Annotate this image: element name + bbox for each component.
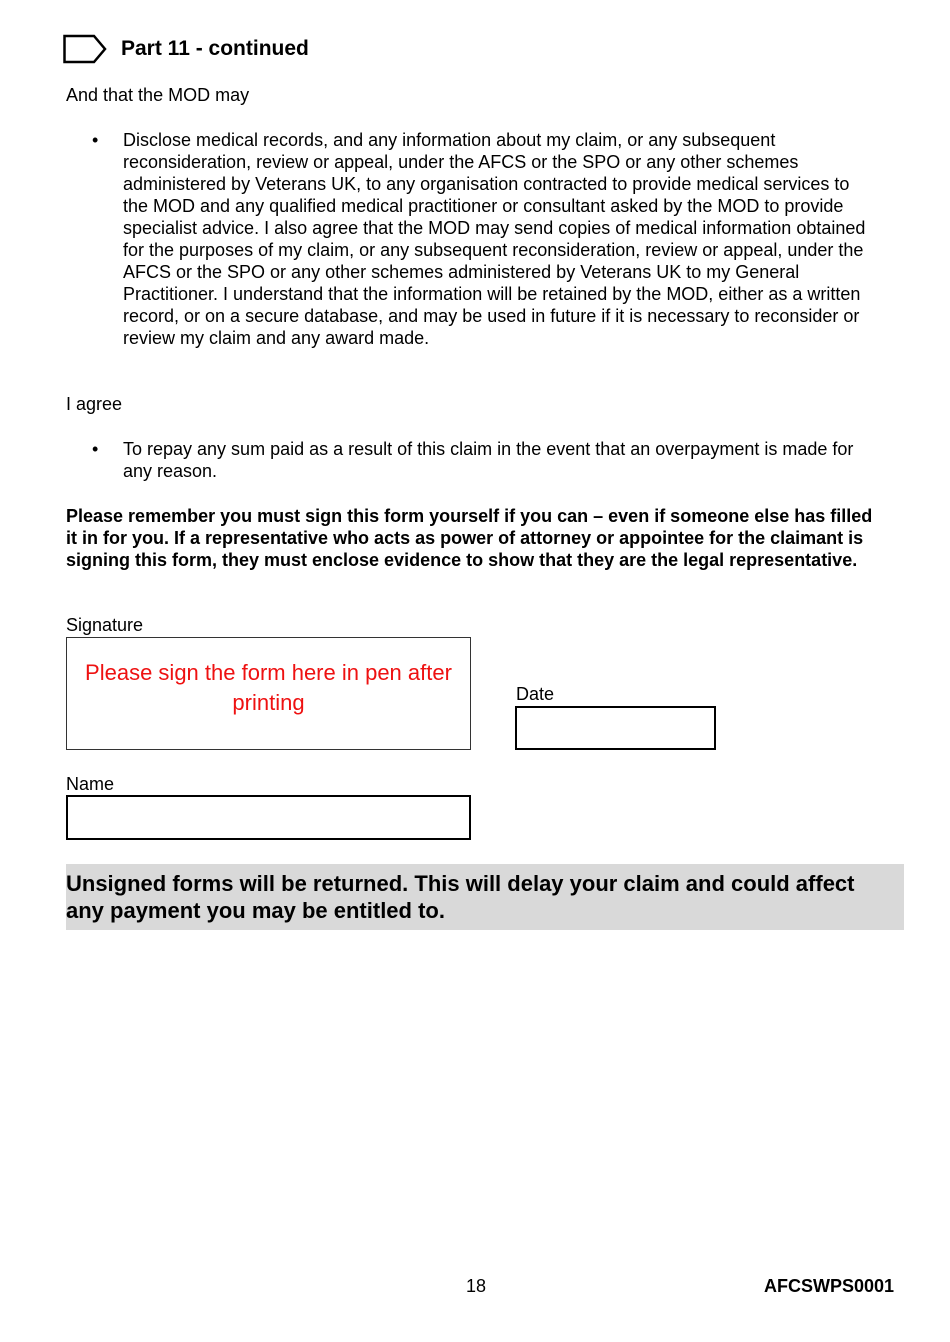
bullet-icon: • xyxy=(92,439,99,459)
name-label: Name xyxy=(66,774,115,794)
signing-note: Please remember you must sign this form yourself if you can – even if someone else has filled it in for you. If a representative who acts as power of attorney or appointee for the claimant is signing this form, they must enclose evidence to show that they are the legal representative. xyxy=(66,506,873,570)
signature-prompt: Please sign the form here in pen after printing xyxy=(85,659,452,715)
date-field[interactable] xyxy=(515,706,716,750)
list-item xyxy=(66,129,866,349)
agree-text: I agree xyxy=(66,394,123,414)
date-label: Date xyxy=(516,684,555,704)
list-item-text: Disclose medical records, and any information about my claim, or any subsequent reconsideration, review or appeal, under the AFCS or the SPO or any other schemes administered by Veterans UK, to any organisation contracted to provide medical services to the MOD and any qualified medical practitioner or consultant asked by the MOD to provide specialist advice. I also agree that the MOD may send copies of medical information obtained for the purposes of my claim, or any subsequent reconsideration, review or appeal, under the AFCS or the SPO or any other schemes administered by Veterans UK to my General Practitioner. I understand that the information will be retained by the MOD, either as a written record, or on a secure database, and may be used in future if it is necessary to reconsider or review my claim and any award made. xyxy=(123,130,866,348)
tag-arrow-icon xyxy=(63,34,107,64)
signature-field[interactable] xyxy=(66,637,471,750)
warning-text: Unsigned forms will be returned. This will delay your claim and could affect any payment you may be entitled to. xyxy=(66,871,855,923)
form-code: AFCSWPS0001 xyxy=(763,1276,894,1296)
page-number: 18 xyxy=(466,1276,487,1296)
warning-banner xyxy=(66,864,904,930)
intro-text: And that the MOD may xyxy=(66,85,250,105)
part-header xyxy=(63,34,309,64)
name-field[interactable] xyxy=(66,795,471,840)
bullet-icon: • xyxy=(92,130,99,150)
part-title: Part 11 - continued xyxy=(121,37,309,60)
list-item xyxy=(66,438,866,482)
list-item-text: To repay any sum paid as a result of this claim in the event that an overpayment is made for any reason. xyxy=(123,439,854,481)
signature-label: Signature xyxy=(66,615,144,635)
